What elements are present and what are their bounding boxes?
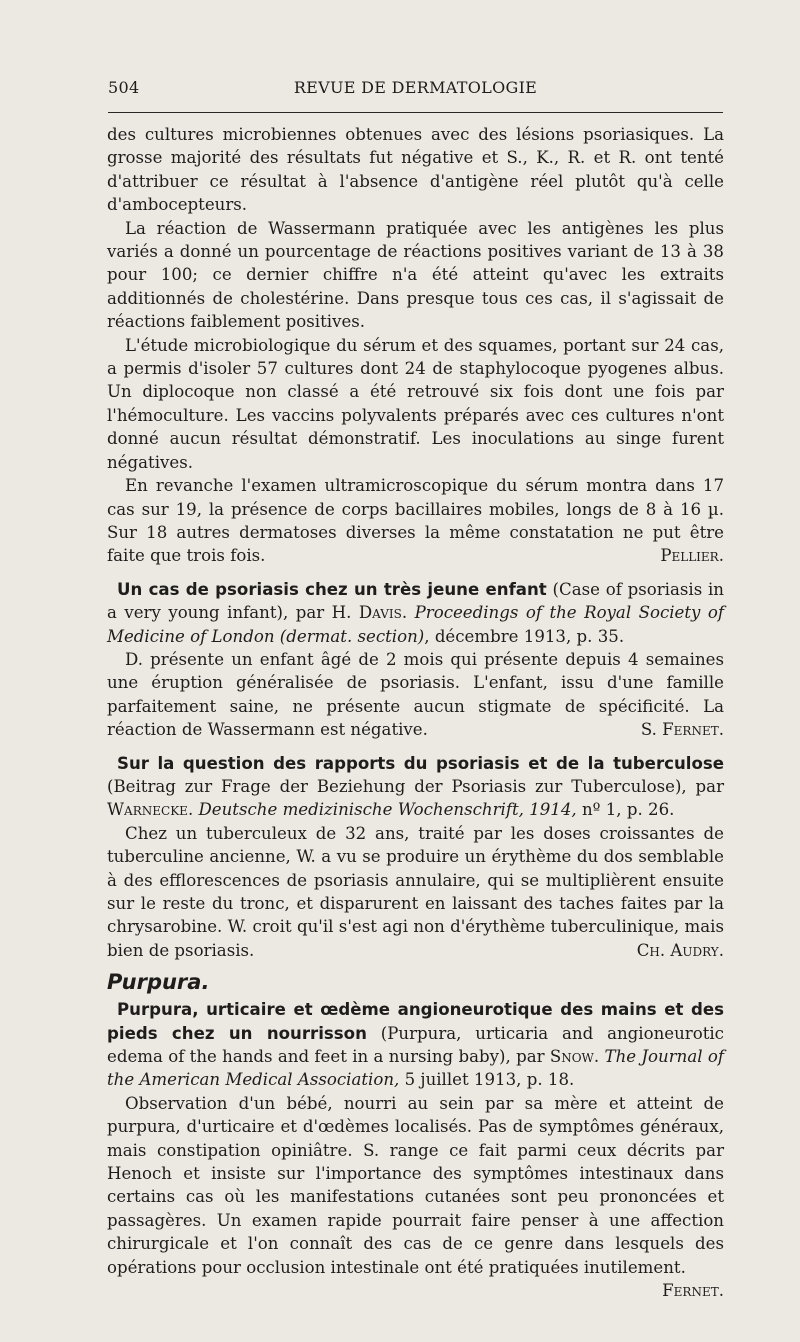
article-psoriasis-tuberculosis-header xyxy=(107,752,724,822)
article-author: Warnecke xyxy=(107,800,188,820)
article-ref: (Case of psoriasis in a very young infant), par H. xyxy=(107,579,724,623)
article-ref: . xyxy=(401,603,415,623)
article-body-text: Chez un tuberculeux de 32 ans, traité par les doses croissantes de tuberculine ancienne, W. a vu se produire un érythème du dos semblable à des efflorescences de psoriasis annulaire, qui se multiplièrent ensuite sur le reste du tronc, et disparurent en laissant des taches faites par la chrysarobine. W. croit qu'il s'est agi non d'érythème tuberculinique, mais bien de psoriasis. xyxy=(107,823,724,960)
article-author: Davis xyxy=(358,603,402,623)
article-title: Sur la question des rapports du psoriasis et de la tuberculose xyxy=(117,753,724,773)
article-body-text: D. présente un enfant âgé de 2 mois qui présente depuis 4 semaines une éruption généralisée de psoriasis. L'enfant, issu d'une famille parfaitement saine, ne présente aucun stigmate de spécificité. La réaction de Wassermann est négative. xyxy=(107,649,724,740)
paragraph-continuation: des cultures microbiennes obtenues avec des lésions psoriasiques. La grosse majorité des résultats fut négative et S., K., R. et R. ont tenté d'attribuer ce résultat à l'absence d'antigène réel plutôt qu'à celle d'ambocepteurs. xyxy=(107,125,724,215)
signature-audry: Ch. Audry. xyxy=(636,940,724,960)
article-ref: (Purpura, urticaria and angioneurotic edema of the hands and feet in a nursing baby), par xyxy=(107,1023,724,1067)
article-ref: . xyxy=(593,1047,605,1067)
article-psoriasis-infant-header xyxy=(107,578,724,648)
page-number: 504 xyxy=(108,78,140,97)
article-body xyxy=(107,822,724,962)
paragraph-microbiology: L'étude microbiologique du sérum et des squames, portant sur 24 cas, a permis d'isoler 57 cultures dont 24 de staphylocoque pyogenes albus. Un diplocoque non classé a été retrouvé six fois dont une fois par l'hémoculture. Les vaccins polyvalents préparés avec ces cultures n'ont donné aucun résultat démonstratif. Les inoculations au singe furent négatives. xyxy=(107,335,724,472)
article-ref: nº 1, p. 26. xyxy=(576,800,675,820)
signature-fernet: S. Fernet. xyxy=(640,720,724,740)
article-journal: The Journal of the American Medical Association, xyxy=(107,1047,725,1090)
article-title: Purpura, urticaire et œdème angioneurotique des mains et des pieds chez un nourrisson xyxy=(107,1000,724,1043)
article-body xyxy=(107,1092,724,1303)
page-body xyxy=(107,123,724,1303)
article-title: Un cas de psoriasis chez un très jeune enfant xyxy=(117,579,547,599)
article-ref: . xyxy=(187,800,199,820)
article-purpura-header xyxy=(107,998,724,1092)
signature-pellier: Pellier. xyxy=(660,546,724,566)
article-body-text: Observation d'un bébé, nourri au sein par sa mère et atteint de purpura, d'urticaire et d'œdèmes localisés. Pas de symptômes généraux, mais constipation opiniâtre. S. range ce fait parmi ceux décrits par Henoch et insiste sur l'importance des symptômes intestinaux dans certains cas où les manifestations cutanées sont peu prononcées et passagères. Un examen rapide pourrait faire penser à une affection chirurgicale et l'on connaît des cas de ce genre dans lesquels des opérations pour occlusion intestinale ont été pratiquées inutilement. xyxy=(107,1093,724,1277)
article-ref: (Beitrag zur Frage der Beziehung der Psoriasis zur Tuberculose), par xyxy=(107,776,724,796)
signature-fernet: Fernet. xyxy=(662,1281,724,1301)
paragraph-wassermann: La réaction de Wassermann pratiquée avec les antigènes les plus variés a donné un pourcentage de réactions positives variant de 13 à 38 pour 100; ce dernier chiffre n'a été atteint qu'avec les extraits additionnés de cholestérine. Dans presque tous ces cas, il s'agissait de réactions faiblement positives. xyxy=(107,218,724,332)
article-ref: , décembre 1913, p. 35. xyxy=(424,626,625,646)
article-ref: 5 juillet 1913, p. 18. xyxy=(399,1070,575,1090)
article-body xyxy=(107,648,724,742)
article-author: Snow xyxy=(549,1047,594,1067)
article-journal: Proceedings of the Royal Society of Medicine of London (dermat. section) xyxy=(107,603,725,646)
article-journal: Deutsche medizinische Wochenschrift, 1914, xyxy=(198,800,577,820)
running-title: REVUE DE DERMATOLOGIE xyxy=(293,78,538,97)
paragraph-ultramicroscopy-text: En revanche l'examen ultramicroscopique du sérum montra dans 17 cas sur 19, la présence de corps bacillaires mobiles, longs de 8 à 16 µ. Sur 18 autres dermatoses diverses la même constatation ne put être faite que trois fois. xyxy=(107,476,724,566)
running-header xyxy=(108,78,723,104)
section-heading: Purpura. xyxy=(107,970,210,995)
paragraph-ultramicroscopy xyxy=(107,474,724,568)
header-rule xyxy=(108,112,723,113)
